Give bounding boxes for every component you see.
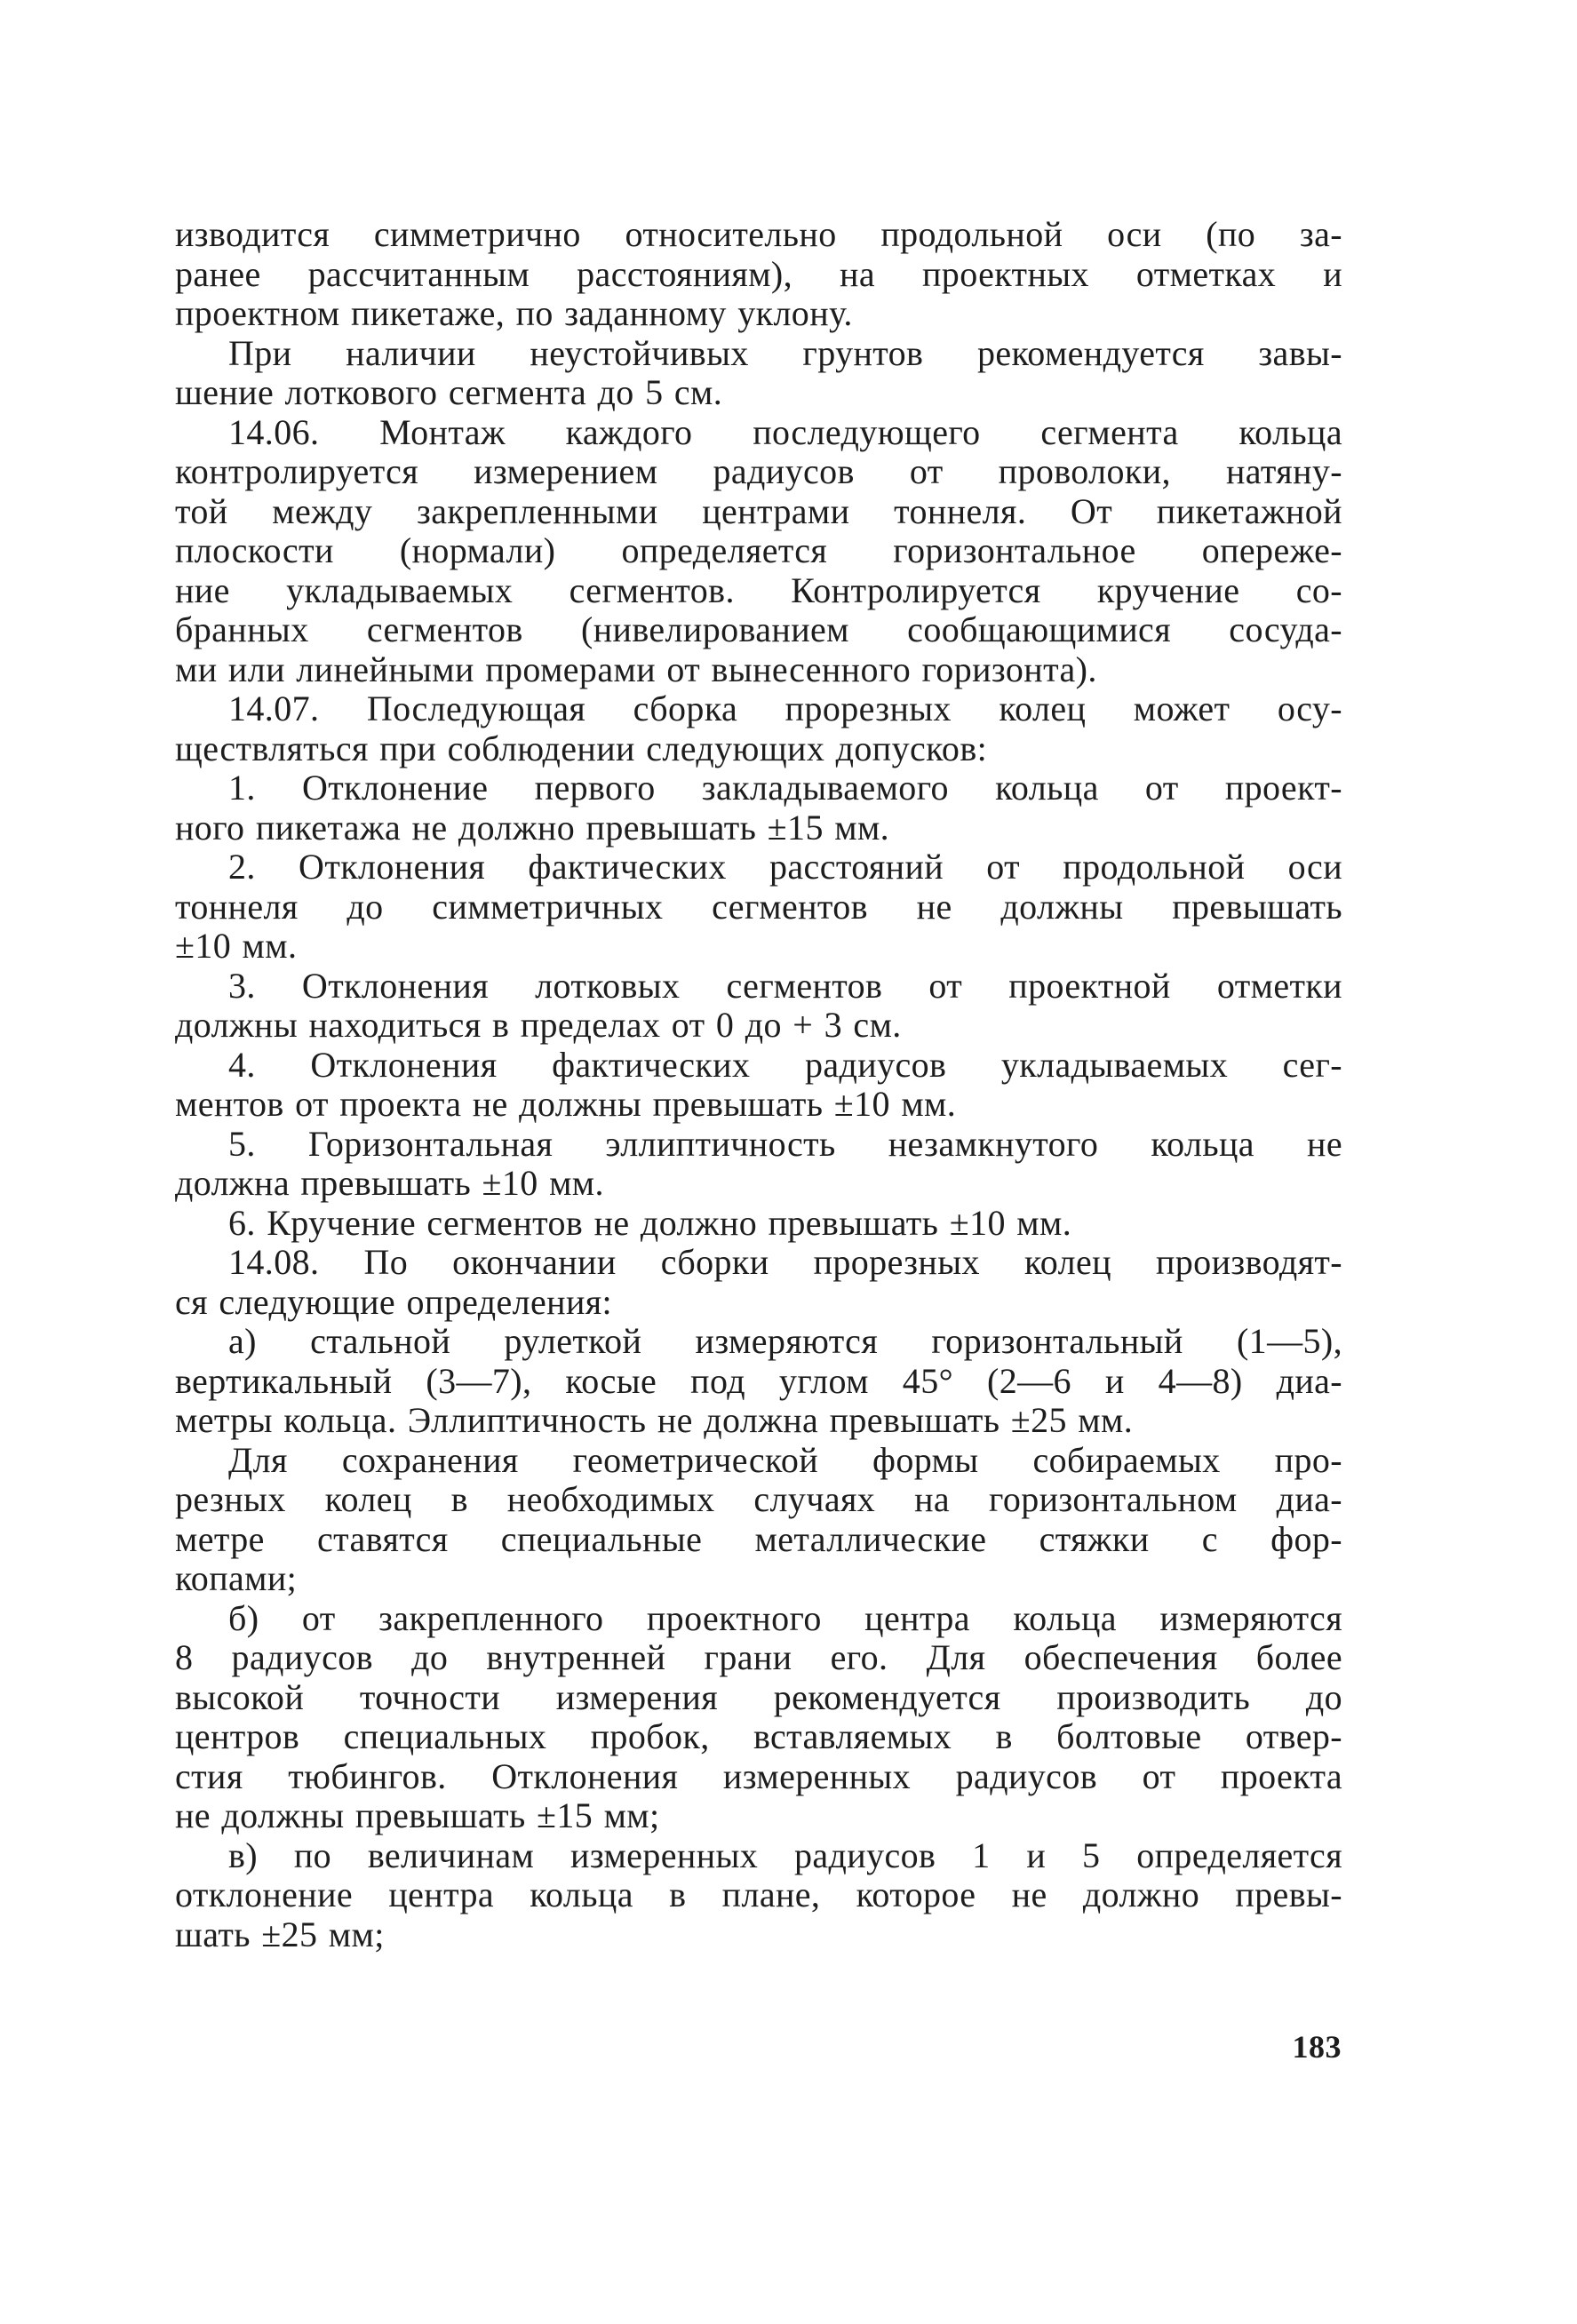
text-line: 14.08. По окончании сборки прорезных колец производят- [228,1242,1342,1282]
text-line: 5. Горизонтальная эллиптичность незамкнутого кольца не [228,1123,1342,1164]
text-line: высокой точности измерения рекомендуется производить до [175,1676,1342,1717]
text-line: ного пикетажа не должно превышать ±15 мм. [175,807,890,848]
text-line: контролируется измерением радиусов от проволоки, натяну- [175,451,1342,491]
text-line: Для сохранения геометрической формы собираемых про- [228,1439,1342,1480]
body-text [175,215,1342,1954]
text-line: плоскости (нормали) определяется горизонтальное опереже- [175,530,1342,570]
text-line: 8 радиусов до внутренней грани его. Для обеспечения более [175,1637,1342,1677]
text-line: а) стальной рулеткой измеряются горизонтальный (1—5), [228,1321,1342,1361]
text-line: ми или линейными промерами от вынесенного горизонта). [175,649,1097,689]
text-line: 2. Отклонения фактических расстояний от продольной оси [228,847,1342,887]
text-line: стия тюбингов. Отклонения измеренных радиусов от проекта [175,1755,1342,1796]
text-line: той между закрепленными центрами тоннеля. От пикетажной [175,490,1342,531]
text-line: ментов от проекта не должны превышать ±10 мм. [175,1084,957,1124]
text-line: 3. Отклонения лотковых сегментов от проектной отметки [228,965,1342,1006]
text-line: 4. Отклонения фактических радиусов укладываемых сег- [228,1044,1342,1085]
text-line: 14.06. Монтаж каждого последующего сегмента кольца [228,411,1342,452]
text-line: 6. Кручение сегментов не должно превышать ±10 мм. [228,1202,1072,1243]
text-line: отклонение центра кольца в плане, которое не должно превы- [175,1874,1342,1914]
text-line: не должны превышать ±15 мм; [175,1795,660,1835]
text-line: в) по величинам измеренных радиусов 1 и 5 определяется [228,1835,1342,1875]
text-line: б) от закрепленного проектного центра кольца измеряются [228,1597,1342,1638]
text-line: тоннеля до симметричных сегментов не должны превышать [175,886,1342,927]
text-line: 14.07. Последующая сборка прорезных колец может осу- [228,688,1342,728]
text-line: ся следующие определения: [175,1281,613,1322]
text-line: центров специальных пробок, вставляемых в болтовые отвер- [175,1716,1342,1756]
text-line: копами; [175,1558,298,1598]
text-line: резных колец в необходимых случаях на горизонтальном диа- [175,1479,1342,1519]
text-line: проектном пикетаже, по заданному уклону. [175,293,853,333]
text-line: метре ставятся специальные металлические стяжки с фор- [175,1518,1342,1559]
text-line: шение лоткового сегмента до 5 см. [175,372,723,412]
page-number: 183 [1292,2029,1342,2065]
text-line: 1. Отклонение первого закладываемого кольца от проект- [228,768,1342,808]
text-line: должна превышать ±10 мм. [175,1163,604,1203]
text-line: ±10 мм. [175,926,298,966]
text-line: должны находиться в пределах от 0 до + 3 см. [175,1005,902,1045]
text-line: шать ±25 мм; [175,1914,385,1954]
text-line: ществляться при соблюдении следующих допусков: [175,728,988,768]
text-line: вертикальный (3—7), косые под углом 45° (2—6 и 4—8) диа- [175,1360,1342,1401]
text-line: изводится симметрично относительно продольной оси (по за- [175,214,1342,254]
text-line: При наличии неустойчивых грунтов рекомендуется завы- [228,332,1342,373]
text-line: метры кольца. Эллиптичность не должна превышать ±25 мм. [175,1400,1134,1440]
text-line: бранных сегментов (нивелированием сообщающимися сосуда- [175,609,1342,649]
text-line: ранее рассчитанным расстояниям), на проектных отметках и [175,253,1342,294]
text-line: ние укладываемых сегментов. Контролируется кручение со- [175,569,1342,610]
